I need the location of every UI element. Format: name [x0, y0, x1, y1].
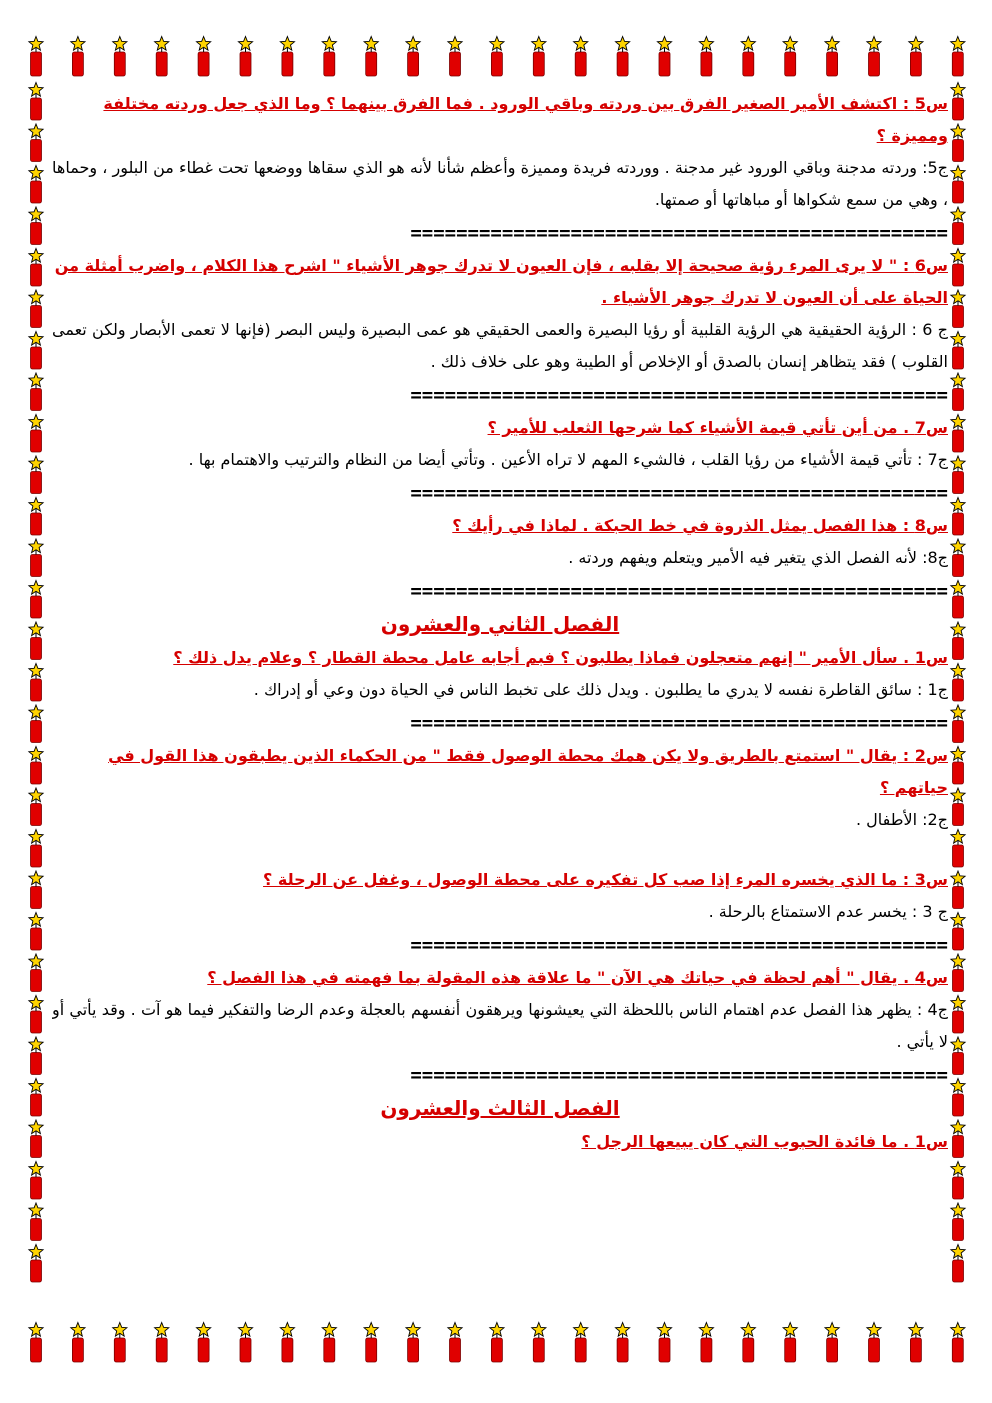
question-8: س8 : هذا الفصل يمثل الذروة في خط الحبكة . لماذا في رأيك ؟ [452, 516, 948, 535]
candle-ornament [951, 581, 965, 619]
candle-ornament [951, 456, 965, 494]
candle-ornament [867, 37, 881, 77]
candle-ornament [951, 1162, 965, 1200]
candle-ornament [29, 456, 43, 494]
candle-ornament [29, 996, 43, 1034]
candle-ornament [951, 913, 965, 951]
candle-ornament [448, 37, 462, 77]
candle-ornament [29, 913, 43, 951]
candle-ornament [29, 830, 43, 868]
candle-ornament [909, 37, 923, 77]
candle-ornament [783, 1323, 797, 1363]
candle-ornament [364, 37, 378, 77]
candle-ornament [867, 1323, 881, 1363]
separator-line: =============================================== [410, 384, 948, 406]
candle-ornament [909, 1323, 923, 1363]
candle-ornament [951, 539, 965, 577]
answer-6: ج 6 : الرؤية الحقيقية هي الرؤية القلبية أو رؤيا البصيرة والعمى الحقيقي هو عمى البصيرة وليس البصر (فإنها لا تعمى الأبصار ولكن تعمى القلوب ) فقد يتظاهر إنسان بالصدق أو الإخلاص أو الطيبة وهو على خلاف ذلك . [52, 320, 948, 371]
candle-ornament [238, 1323, 252, 1363]
candle-ornament [29, 249, 43, 287]
candle-ornament [29, 622, 43, 660]
candle-ornament [155, 1323, 169, 1363]
ch22-question-4: س4 . يقال " أهم لحظة في حياتك هي الآن " ما علاقة هذه المقولة بما فهمته في هذا الفصل ؟ [207, 968, 948, 987]
ch22-answer-1: ج1 : سائق القاطرة نفسه لا يدري ما يطلبون . ويدل ذلك على تخبط الناس في الحياة دون وعي أو إدراك . [253, 680, 948, 699]
candle-ornament [29, 124, 43, 162]
candle-ornament [951, 498, 965, 536]
candle-ornament [951, 954, 965, 992]
candle-ornament [29, 37, 43, 77]
candle-ornament [197, 37, 211, 77]
candle-ornament [825, 37, 839, 77]
candle-ornament [280, 37, 294, 77]
candle-ornament [29, 415, 43, 453]
candle-ornament [490, 1323, 504, 1363]
separator-line: =============================================== [410, 934, 948, 956]
candle-ornament [280, 1323, 294, 1363]
ch22-question-2: س2 : يقال " استمتع بالطريق ولا يكن همك محطة الوصول فقط " من الحكماء الذين يطبقون هذا القول في حياتهم ؟ [108, 746, 948, 797]
candle-ornament [238, 37, 252, 77]
ch22-question-3: س3 : ما الذي يخسره المرء إذا صب كل تفكيره على محطة الوصول ، وغفل عن الرحلة ؟ [263, 870, 948, 889]
candle-ornament [29, 1079, 43, 1117]
candle-ornament [951, 996, 965, 1034]
candle-ornament [616, 37, 630, 77]
candle-ornament [406, 37, 420, 77]
candle-ornament [951, 332, 965, 370]
candle-ornament [113, 37, 127, 77]
candle-ornament [951, 1037, 965, 1075]
candle-ornament [951, 830, 965, 868]
separator-line: =============================================== [410, 482, 948, 504]
separator-line: =============================================== [410, 580, 948, 602]
candle-ornament [951, 747, 965, 785]
candle-ornament [71, 1323, 85, 1363]
ch22-answer-3: ج 3 : يخسر عدم الاستمتاع بالرحلة . [708, 902, 948, 921]
candle-ornament [29, 1120, 43, 1158]
candle-ornament [29, 290, 43, 328]
candle-ornament [29, 788, 43, 826]
candle-ornament [448, 1323, 462, 1363]
separator-line: =============================================== [410, 1064, 948, 1086]
candle-ornament [322, 1323, 336, 1363]
chapter-23-title: الفصل الثالث والعشرون [380, 1096, 620, 1120]
candle-ornament [951, 166, 965, 204]
candle-ornament [951, 83, 965, 121]
candle-ornament [29, 871, 43, 909]
candle-ornament [951, 207, 965, 245]
candle-ornament [741, 1323, 755, 1363]
candle-ornament [699, 1323, 713, 1363]
candle-ornament [951, 1079, 965, 1117]
candle-ornament [951, 290, 965, 328]
candle-ornament [657, 37, 671, 77]
candle-ornament [951, 1120, 965, 1158]
candle-ornament [951, 124, 965, 162]
candle-ornament [406, 1323, 420, 1363]
candle-ornament [364, 1323, 378, 1363]
question-6: س6 : " لا يرى المرء رؤية صحيحة إلا بقلبه ، فإن العيون لا تدرك جوهر الأشياء " اشرح هذا الكلام ، واضرب أمثلة من الحياة على أن العيون لا تدرك جوهر الأشياء . [54, 256, 948, 307]
candle-ornament [532, 1323, 546, 1363]
candle-ornament [951, 415, 965, 453]
candle-ornament [29, 1037, 43, 1075]
candle-ornament [951, 871, 965, 909]
question-5: س5 : اكتشف الأمير الصغير الفرق بين وردته وباقي الورود . فما الفرق بينهما ؟ وما الذي جعل وردته مختلفة ومميزة ؟ [103, 94, 948, 145]
candle-ornament [951, 705, 965, 743]
answer-8: ج8: لأنه الفصل الذي يتغير فيه الأمير ويتعلم ويفهم وردته . [568, 548, 948, 567]
candle-ornament [29, 705, 43, 743]
ch23-question-1: س1 . ما فائدة الحبوب التي كان يبيعها الرجل ؟ [581, 1132, 948, 1151]
candle-ornament [113, 1323, 127, 1363]
candle-ornament [29, 1162, 43, 1200]
candle-ornament [29, 498, 43, 536]
candle-ornament [29, 1203, 43, 1241]
ch22-question-1: س1 . سأل الأمير " إنهم متعجلون فماذا يطلبون ؟ فبم أجابه عامل محطة القطار ؟ وعلام يدل ذلك ؟ [173, 648, 948, 667]
candle-ornament [951, 1203, 965, 1241]
candle-ornament [574, 37, 588, 77]
chapter-22-title: الفصل الثاني والعشرون [380, 612, 620, 636]
candle-ornament [29, 747, 43, 785]
candle-ornament [29, 83, 43, 121]
candle-ornament [741, 37, 755, 77]
candle-ornament [490, 37, 504, 77]
candle-ornament [197, 1323, 211, 1363]
candle-ornament [951, 664, 965, 702]
candle-ornament [951, 249, 965, 287]
answer-7: ج7 : تأتي قيمة الأشياء من رؤيا القلب ، فالشيء المهم لا تراه الأعين . وتأتي أيضا من النظام والترتيب والاهتمام بها . [188, 450, 948, 469]
candle-ornament [29, 539, 43, 577]
ch22-answer-4: ج4 : يظهر هذا الفصل عدم اهتمام الناس باللحظة التي يعيشونها ويرهقون أنفسهم بالعجلة وعدم الرضا والتفكير فيما هو آت . وقد يأتي أو لا يأتي . [52, 1000, 948, 1051]
candle-ornament [783, 37, 797, 77]
candle-ornament [951, 1323, 965, 1363]
candle-ornament [71, 37, 85, 77]
ch22-answer-2: ج2: الأطفال . [855, 810, 948, 829]
candle-ornament [951, 622, 965, 660]
candle-ornament [951, 788, 965, 826]
spacer [52, 836, 948, 864]
candle-ornament [29, 581, 43, 619]
candle-ornament [657, 1323, 671, 1363]
separator-line: =============================================== [410, 222, 948, 244]
candle-ornament [532, 37, 546, 77]
candle-ornament [29, 373, 43, 411]
candle-ornament [29, 1323, 43, 1363]
candle-ornament [29, 664, 43, 702]
answer-5: ج5: وردته مدجنة وباقي الورود غير مدجنة . ووردته فريدة ومميزة وأعظم شأنا لأنه هو الذي سقاها ووضعها تحت غطاء من البلور ، وحماها ، وهي من سمع شكواها أو مباهاتها أو صمتها. [52, 158, 948, 209]
question-7: س7 . من أين تأتي قيمة الأشياء كما شرحها الثعلب للأمير ؟ [487, 418, 948, 437]
candle-ornament [29, 954, 43, 992]
candle-ornament [699, 37, 713, 77]
candle-ornament [825, 1323, 839, 1363]
candle-ornament [951, 1245, 965, 1283]
candle-ornament [155, 37, 169, 77]
separator-line: =============================================== [410, 712, 948, 734]
candle-ornament [322, 37, 336, 77]
candle-ornament [29, 1245, 43, 1283]
candle-ornament [29, 166, 43, 204]
candle-ornament [574, 1323, 588, 1363]
candle-ornament [616, 1323, 630, 1363]
candle-ornament [951, 37, 965, 77]
candle-ornament [29, 207, 43, 245]
candle-ornament [29, 332, 43, 370]
page-content [52, 88, 948, 1308]
candle-ornament [951, 373, 965, 411]
